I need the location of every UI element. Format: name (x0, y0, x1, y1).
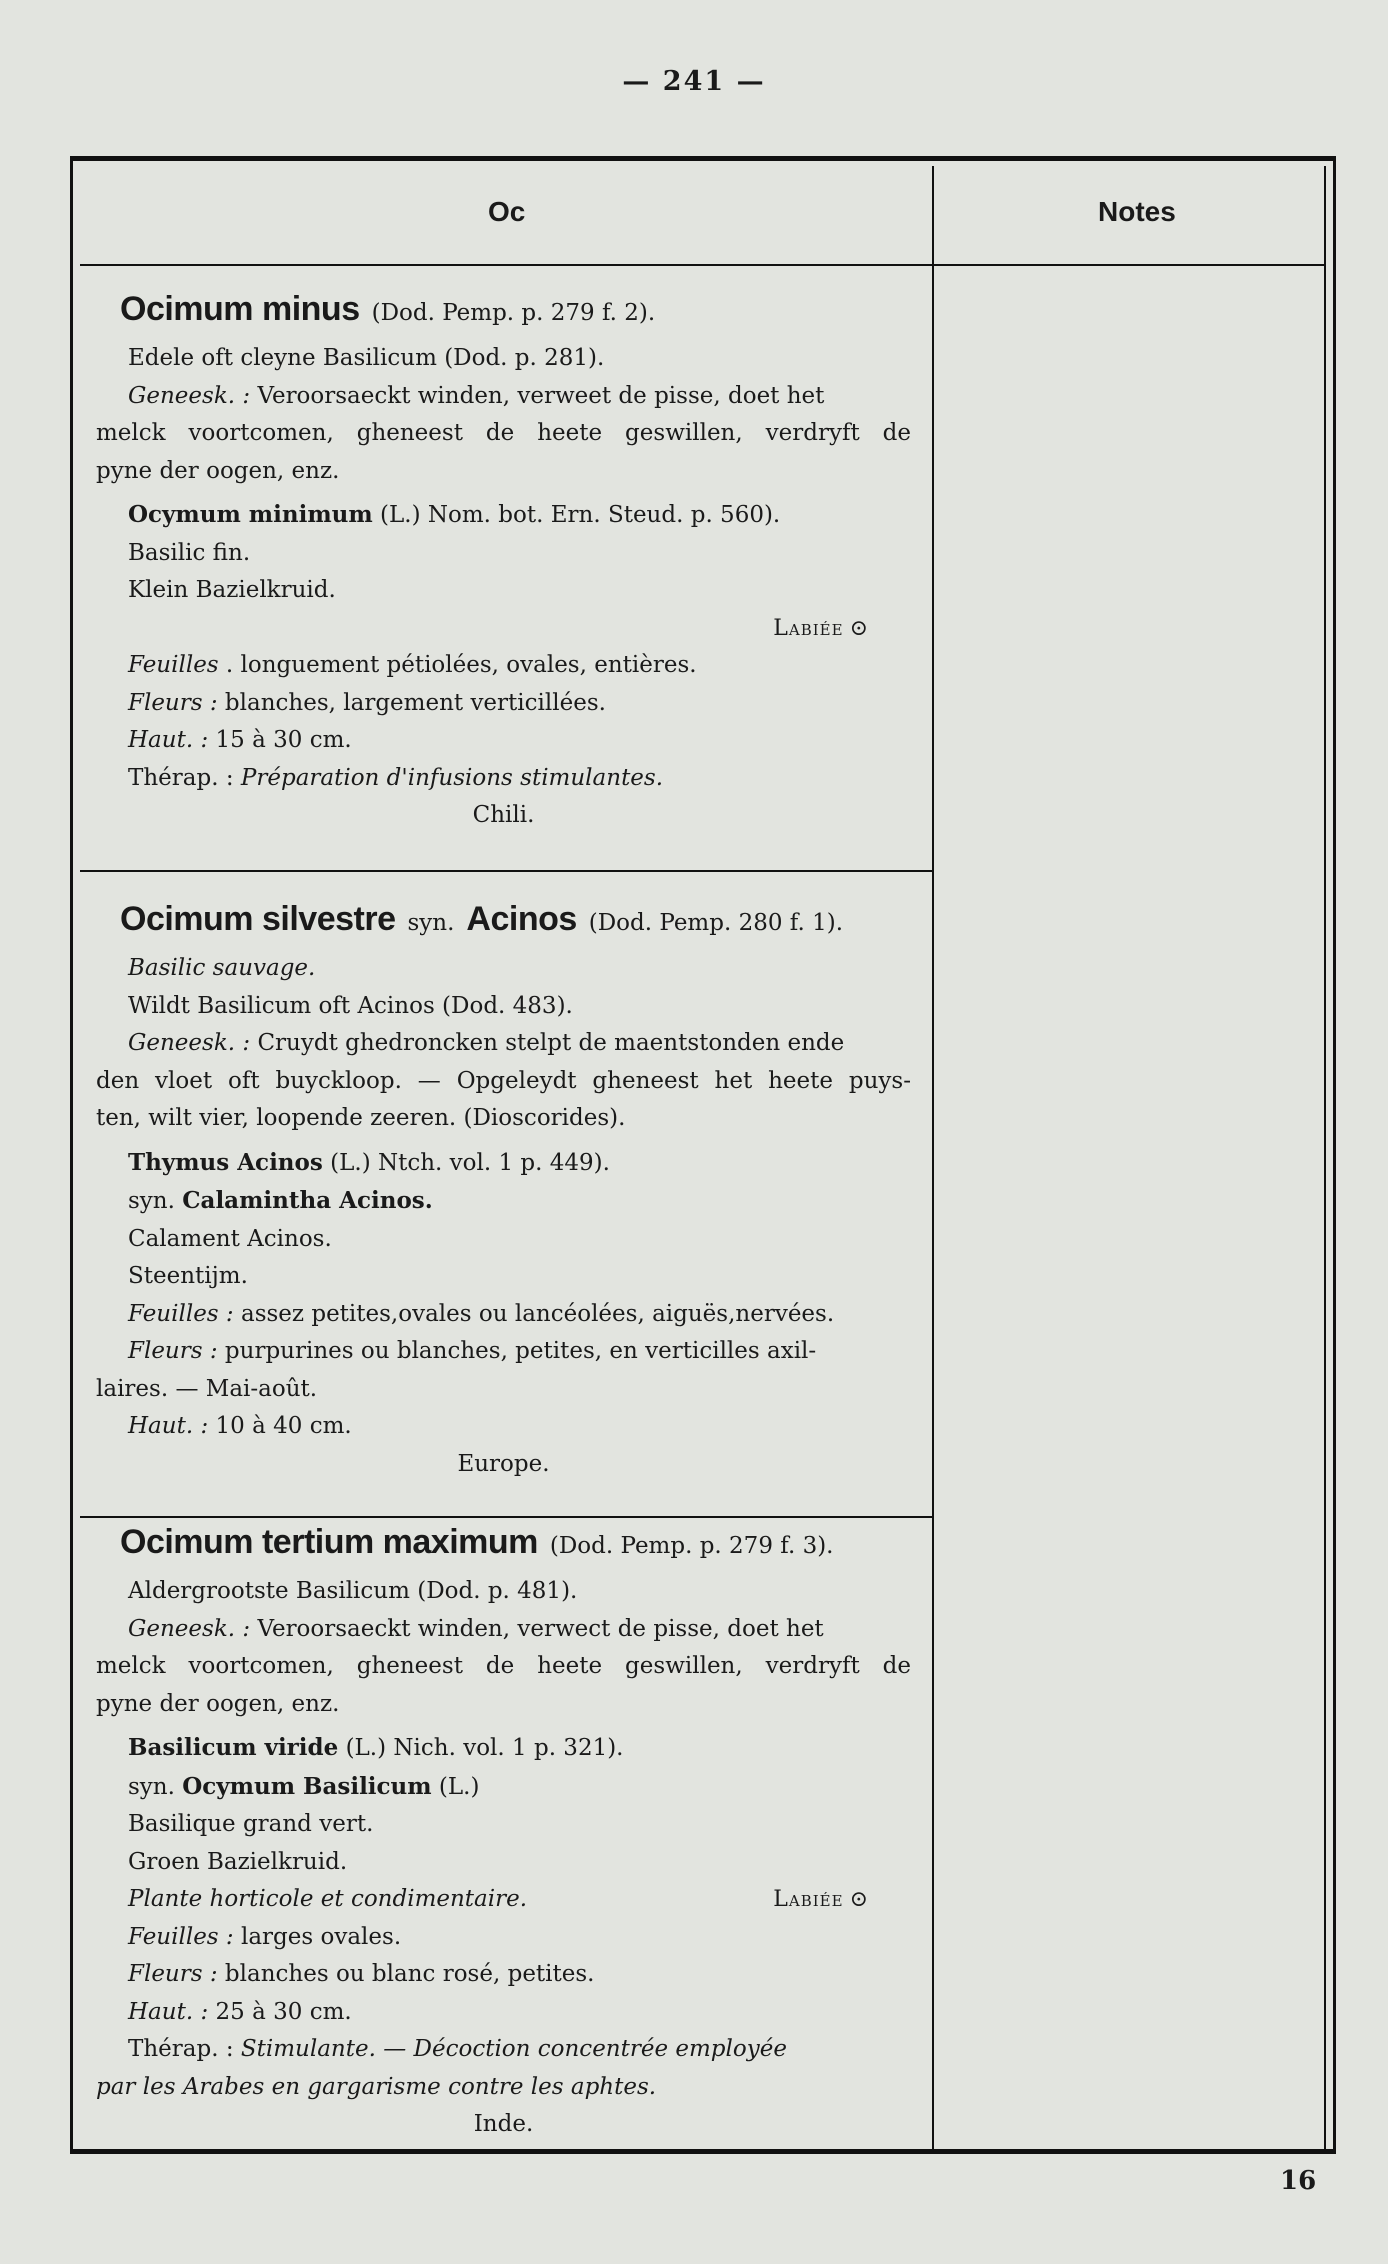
origin: Chili. (472, 802, 535, 828)
geneesk-line: ten, wilt vier, loopende zeeren. (Dioscorides). (96, 1105, 626, 1131)
reference: (Dod. Pemp. 280 f. 1). (588, 910, 844, 936)
fleurs-line (96, 685, 911, 723)
entry-divider-2 (80, 1516, 932, 1518)
fleurs-label: Fleurs : (128, 1338, 218, 1364)
geneesk-line: pyne der oogen, enz. (96, 1690, 340, 1717)
french-name: Basilique grand vert. (128, 1811, 374, 1837)
header-rule (80, 264, 1325, 266)
family-label (773, 1881, 869, 1919)
species-name: Ocimum minus (120, 290, 360, 328)
haut-label: Haut. : (128, 727, 209, 753)
fleurs-text: blanches ou blanc rosé, petites. (224, 1961, 595, 1987)
syn-label: syn. (128, 1773, 175, 1800)
fleurs-text: blanches, largement verticillées. (224, 689, 606, 716)
right-inner-rule (1324, 166, 1326, 2150)
reference: (Dod. Pemp. p. 279 f. 3). (549, 1533, 834, 1559)
synonym-ref: (L.) Nom. bot. Ern. Steud. p. 560). (380, 502, 781, 528)
entry-ocimum-minus (96, 290, 911, 835)
geneesk-line (96, 1611, 911, 1649)
geneesk-line: den vloet oft buyckloop. — Opgeleydt gheneest het heete puys- (96, 1067, 911, 1094)
haut-text: 25 à 30 cm. (215, 1998, 352, 2025)
species-name: Ocimum silvestre (120, 900, 396, 938)
entry-heading (96, 1523, 911, 1573)
geneesk-text: Veroorsaeckt winden, verwect de pisse, doet het (257, 1615, 824, 1642)
column-divider (932, 166, 934, 2150)
reference: (Dod. Pemp. p. 279 f. 2). (371, 300, 656, 326)
therap-line (96, 2031, 911, 2069)
scientific-synonym (96, 496, 911, 535)
family-name: Labiée (773, 1887, 844, 1912)
french-name: Basilic sauvage. (128, 955, 316, 981)
synonym-name: Basilicum viride (128, 1734, 339, 1761)
therap-text: Stimulante. — Décoction concentrée employée (240, 2036, 787, 2062)
fleurs-line (96, 1333, 911, 1371)
dutch-common-name: Klein Bazielkruid. (128, 577, 336, 603)
therap-label: Thérap. : (128, 764, 234, 791)
column-header-oc: Oc (488, 196, 526, 227)
synonym-author: (L.) (438, 1773, 480, 1800)
perennial-icon: ⊙ (849, 615, 869, 641)
dutch-name: Edele oft cleyne Basilicum (Dod. p. 281). (128, 345, 605, 371)
plant-use-line (96, 1881, 911, 1919)
feuilles-line (96, 647, 911, 685)
feuilles-line (96, 1296, 911, 1334)
haut-label: Haut. : (128, 1998, 209, 2025)
haut-line (96, 722, 911, 760)
fleurs-line: laires. — Mai-août. (96, 1375, 318, 1402)
haut-label: Haut. : (128, 1413, 209, 1439)
haut-line (96, 1408, 911, 1446)
feuilles-label: Feuilles (128, 652, 219, 678)
syn-label: syn. (128, 1188, 175, 1214)
origin: Inde. (473, 2111, 534, 2137)
species-name: Ocimum tertium maximum (120, 1523, 538, 1561)
column-header-notes: Notes (1098, 196, 1176, 227)
signature-number: 16 (1280, 2166, 1317, 2196)
therap-line: par les Arabes en gargarisme contre les aphtes. (96, 2073, 657, 2100)
family-name: Labiée (773, 615, 844, 641)
therap-label: Thérap. : (128, 2036, 234, 2062)
haut-text: 15 à 30 cm. (215, 727, 352, 753)
entry-divider-1 (80, 870, 932, 872)
feuilles-text: assez petites,ovales ou lancéolées, aiguës,nervées. (240, 1300, 835, 1327)
scientific-synonym (96, 1144, 911, 1183)
synonym-ref: (L.) Nich. vol. 1 p. 321). (345, 1735, 624, 1761)
feuilles-line (96, 1919, 911, 1957)
geneesk-line: melck voortcomen, gheneest de heete geswillen, verdryft de (96, 1653, 911, 1679)
entry-heading (96, 900, 911, 950)
french-name: Basilic fin. (128, 539, 251, 566)
haut-text: 10 à 40 cm. (215, 1413, 352, 1439)
syn-label: syn. (407, 910, 455, 936)
synonym-ref: (L.) Ntch. vol. 1 p. 449). (330, 1149, 610, 1176)
dutch-common-name: Steentijm. (128, 1263, 248, 1289)
therap-line (96, 760, 911, 798)
geneesk-line (96, 378, 911, 416)
scientific-synonym (96, 1768, 911, 1807)
dutch-common-name: Groen Bazielkruid. (128, 1848, 348, 1875)
family-label (96, 610, 911, 648)
synonym-name: Calamintha Acinos. (182, 1187, 433, 1214)
entry-ocimum-silvestre (96, 900, 911, 1483)
synonym-name: Thymus Acinos (128, 1148, 323, 1176)
scientific-synonym (96, 1182, 911, 1221)
perennial-icon: ⊙ (849, 1887, 869, 1912)
scientific-synonym (96, 1729, 911, 1768)
haut-line (96, 1994, 911, 2032)
entry-heading (96, 290, 911, 340)
therap-text: Préparation d'infusions stimulantes. (240, 764, 664, 791)
dutch-name: Wildt Basilicum oft Acinos (Dod. 483). (128, 992, 573, 1019)
fleurs-label: Fleurs : (128, 1961, 218, 1987)
geneesk-text: Cruydt ghedroncken stelpt de maentstonden ende (257, 1030, 845, 1056)
synonym-name: Ocymum Basilicum (182, 1772, 432, 1800)
french-name: Calament Acinos. (128, 1225, 332, 1252)
geneesk-label: Geneesk. : (128, 382, 251, 409)
dutch-name: Aldergrootste Basilicum (Dod. p. 481). (128, 1578, 578, 1604)
geneesk-line (96, 1025, 911, 1063)
fleurs-label: Fleurs : (128, 689, 218, 716)
geneesk-line: pyne der oogen, enz. (96, 457, 340, 484)
geneesk-text: Veroorsaeckt winden, verweet de pisse, doet het (257, 382, 825, 409)
feuilles-text: larges ovales. (240, 1923, 402, 1950)
synonym-name: Ocymum minimum (128, 501, 373, 528)
page-number: — 241 — (622, 66, 766, 97)
plant-use: Plante horticole et condimentaire. (128, 1886, 528, 1912)
origin: Europe. (457, 1450, 550, 1477)
species-synonym: Acinos (466, 900, 577, 938)
feuilles-label: Feuilles : (128, 1300, 234, 1327)
fleurs-line (96, 1956, 911, 1994)
fleurs-text: purpurines ou blanches, petites, en verticilles axil- (224, 1338, 817, 1364)
entry-ocimum-tertium-maximum (96, 1523, 911, 2144)
geneesk-label: Geneesk. : (128, 1030, 251, 1056)
geneesk-label: Geneesk. : (128, 1615, 251, 1642)
feuilles-text: . longuement pétiolées, ovales, entières. (225, 652, 697, 678)
geneesk-line: melck voortcomen, gheneest de heete geswillen, verdryft de (96, 420, 911, 446)
feuilles-label: Feuilles : (128, 1923, 234, 1950)
